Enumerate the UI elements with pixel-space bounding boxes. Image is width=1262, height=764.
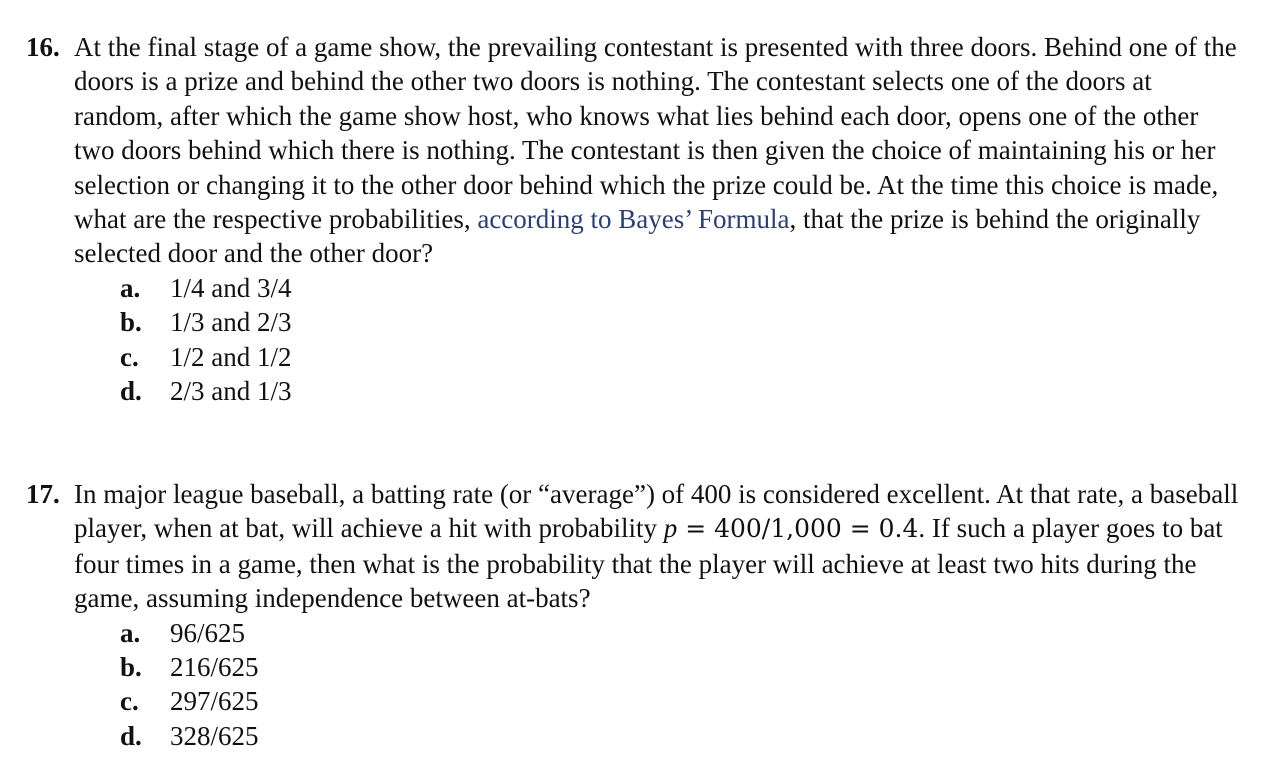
choice-letter: b. [120,307,142,338]
answer-choice-d[interactable] [120,719,1241,753]
choice-letter: b. [120,652,142,683]
answer-choice-a[interactable] [120,616,1241,650]
question-text-part: , that the prize is behind the originally selected door and the other door? [74,204,1201,269]
choice-letter: d. [120,720,142,751]
choice-letter: a. [120,272,141,303]
choice-text: 2/3 and 1/3 [170,376,292,407]
choice-letter: a. [120,617,141,648]
answer-choice-a[interactable] [120,271,1241,305]
choice-text: 216/625 [170,652,259,683]
question-17 [26,477,1241,753]
question-text [74,30,1241,271]
choice-text: 96/625 [170,617,246,648]
question-text [74,477,1241,616]
choice-text: 1/3 and 2/3 [170,307,292,338]
question-text-highlight: according to Bayes’ Formula [477,204,790,235]
choice-text: 328/625 [170,720,259,751]
choice-text: 1/2 and 1/2 [170,341,292,372]
math-expression [664,514,919,543]
choice-text: 297/625 [170,686,259,717]
question-text-part: In major league baseball, a batting rate (or “average”) of 400 is considered excellent. At that rate, a baseball player, when at bat, will achieve a hit with probability [74,479,1239,544]
question-text-part: . If such a player goes to bat four times in a game, then what is the probability that the player will achieve at least two hits during the game, assuming independence between at-bats? [74,513,1223,614]
question-text-part: At the final stage of a game show, the prevailing contestant is presented with three doors. Behind one of the doors is a prize and behind the other two doors is nothing. The contestant selects one of the doors at random, after which the game show host, who knows what lies behind each door, opens one of the other two doors behind which there is nothing. The contestant is then given the choice of maintaining his or her selection or changing it to the other door behind which the prize could be. At the time this choice is made, what are the respective probabilities, [74,32,1237,235]
answer-choice-b[interactable] [120,650,1241,684]
answer-choice-d[interactable] [120,374,1241,408]
answer-choices [120,271,1241,409]
choice-letter: c. [120,341,139,372]
math-value: = 400/1,000 = 0.4 [677,514,919,544]
choice-text: 1/4 and 3/4 [170,272,292,303]
choice-letter: d. [120,376,142,407]
answer-choice-c[interactable] [120,340,1241,374]
answer-choice-c[interactable] [120,684,1241,718]
question-16 [26,30,1241,408]
question-number: 16. [26,32,60,62]
math-variable: p [663,513,678,544]
answer-choice-b[interactable] [120,305,1241,339]
choice-letter: c. [120,686,139,717]
answer-choices [120,616,1241,754]
question-number: 17. [26,479,60,509]
